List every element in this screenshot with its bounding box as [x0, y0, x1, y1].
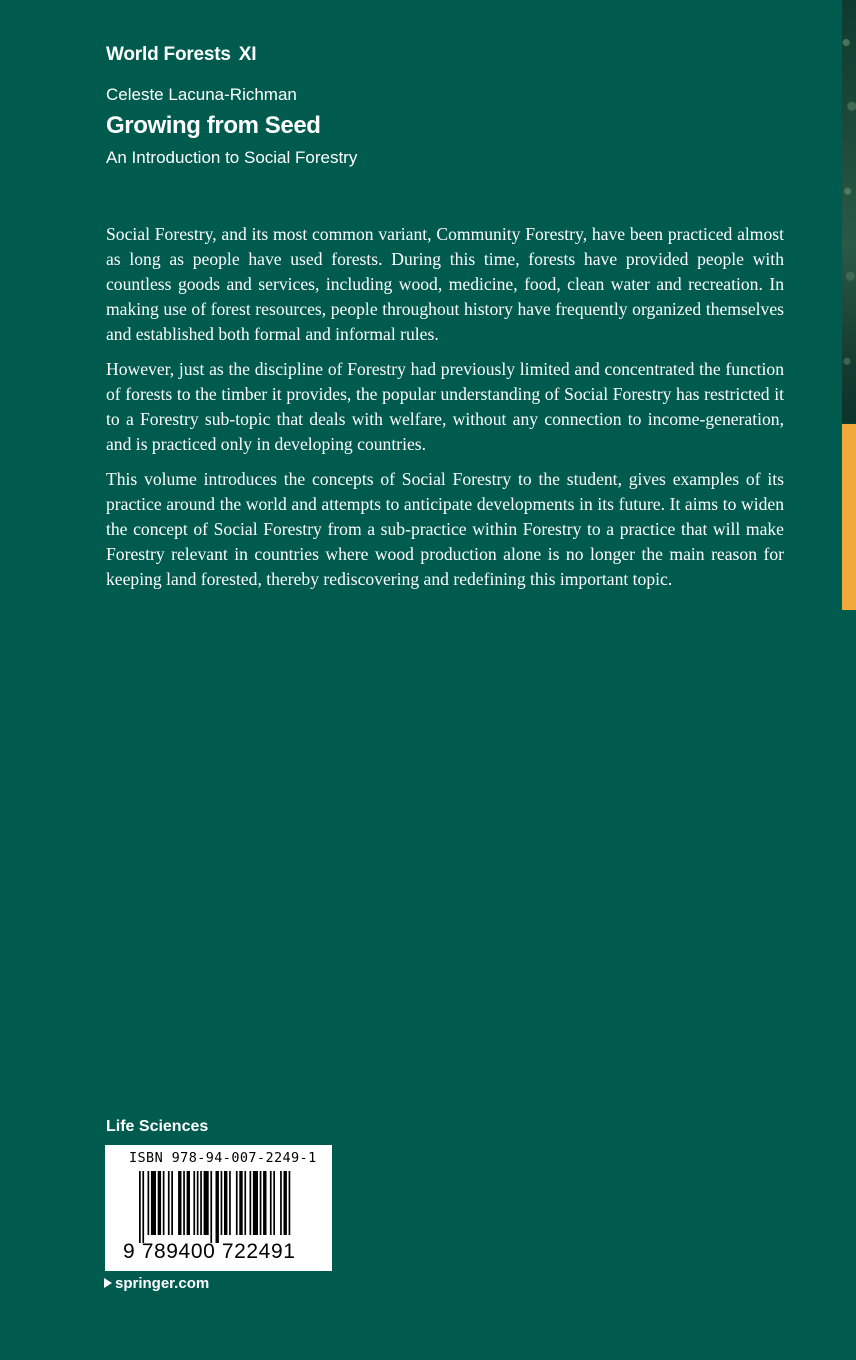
barcode-bar	[200, 1171, 202, 1235]
forest-photo-texture	[842, 0, 856, 425]
spine-accent-band	[842, 424, 856, 610]
spine-photo-strip	[842, 0, 856, 1360]
barcode-bar	[183, 1171, 185, 1235]
website-link[interactable]: springer.com	[115, 1275, 210, 1292]
series-title	[106, 44, 256, 66]
barcode-bar	[142, 1171, 144, 1243]
barcode-bar	[253, 1171, 258, 1235]
barcode-bar	[273, 1171, 275, 1235]
barcode-bar	[250, 1171, 252, 1235]
barcode-bar	[168, 1171, 170, 1235]
barcode-bar	[239, 1171, 242, 1235]
isbn-barcode	[105, 1145, 332, 1271]
barcode-bar	[193, 1171, 195, 1235]
barcode-bar	[224, 1171, 227, 1235]
book-subtitle: An Introduction to Social Forestry	[106, 148, 358, 167]
barcode-bar	[171, 1171, 173, 1235]
barcode-bar	[139, 1171, 141, 1243]
publisher-website[interactable]	[104, 1275, 209, 1292]
barcode-bar	[260, 1171, 262, 1235]
blurb-paragraph: However, just as the discipline of Forestry had previously limited and concentrated the function of forests to the timber it provides, the popular understanding of Social Forestry has restricted it to a Forestry sub-topic that deals with welfare, without any connection to income-generation, and is practiced only in developing countries.	[106, 359, 784, 454]
barcode-bar	[163, 1171, 165, 1235]
barcode-bar	[263, 1171, 266, 1235]
barcode-bar	[236, 1171, 238, 1235]
series-volume: XI	[238, 44, 257, 65]
barcode-bar	[216, 1171, 219, 1243]
barcode-bar	[210, 1171, 212, 1243]
book-title: Growing from Seed	[106, 112, 321, 139]
barcode-bar	[158, 1171, 161, 1235]
isbn-label: ISBN 978-94-007-2249-1	[129, 1150, 317, 1166]
blurb	[106, 222, 784, 602]
barcode-bar	[187, 1171, 190, 1235]
arrow-right-icon	[104, 1278, 112, 1288]
barcode-bar	[270, 1171, 272, 1235]
barcode-bar	[204, 1171, 209, 1235]
barcode-bar	[284, 1171, 287, 1235]
blurb-paragraph: This volume introduces the concepts of Social Forestry to the student, gives examples of its practice around the world and attempts to anticipate developments in its future. It aims to widen the concept of Social Forestry from a sub-practice within Forestry to a practice that will make Forestry relevant in countries where wood production alone is no longer the main reason for keeping land forested, thereby rediscovering and redefining this important topic.	[106, 469, 784, 589]
barcode-digits: 9 789400 722491	[123, 1240, 296, 1263]
barcode-bar	[289, 1171, 291, 1235]
author-name: Celeste Lacuna-Richman	[106, 85, 297, 104]
barcode-bars	[139, 1171, 309, 1243]
barcode-bar	[229, 1171, 231, 1235]
barcode-bar	[221, 1171, 223, 1235]
series-name: World Forests	[106, 44, 231, 65]
barcode-bar	[148, 1171, 150, 1235]
barcode-bar	[244, 1171, 246, 1235]
barcode-bar	[197, 1171, 199, 1235]
barcode-bar	[280, 1171, 282, 1235]
barcode-bar	[178, 1171, 181, 1235]
subject-category: Life Sciences	[106, 1118, 209, 1135]
barcode-bar	[151, 1171, 156, 1235]
blurb-paragraph: Social Forestry, and its most common variant, Community Forestry, have been practiced almost as long as people have used forests. During this time, forests have provided people with countless goods and services, including wood, medicine, food, clean water and recreation. In making use of forest resources, people throughout history have frequently organized themselves and established both formal and informal rules.	[106, 224, 784, 344]
